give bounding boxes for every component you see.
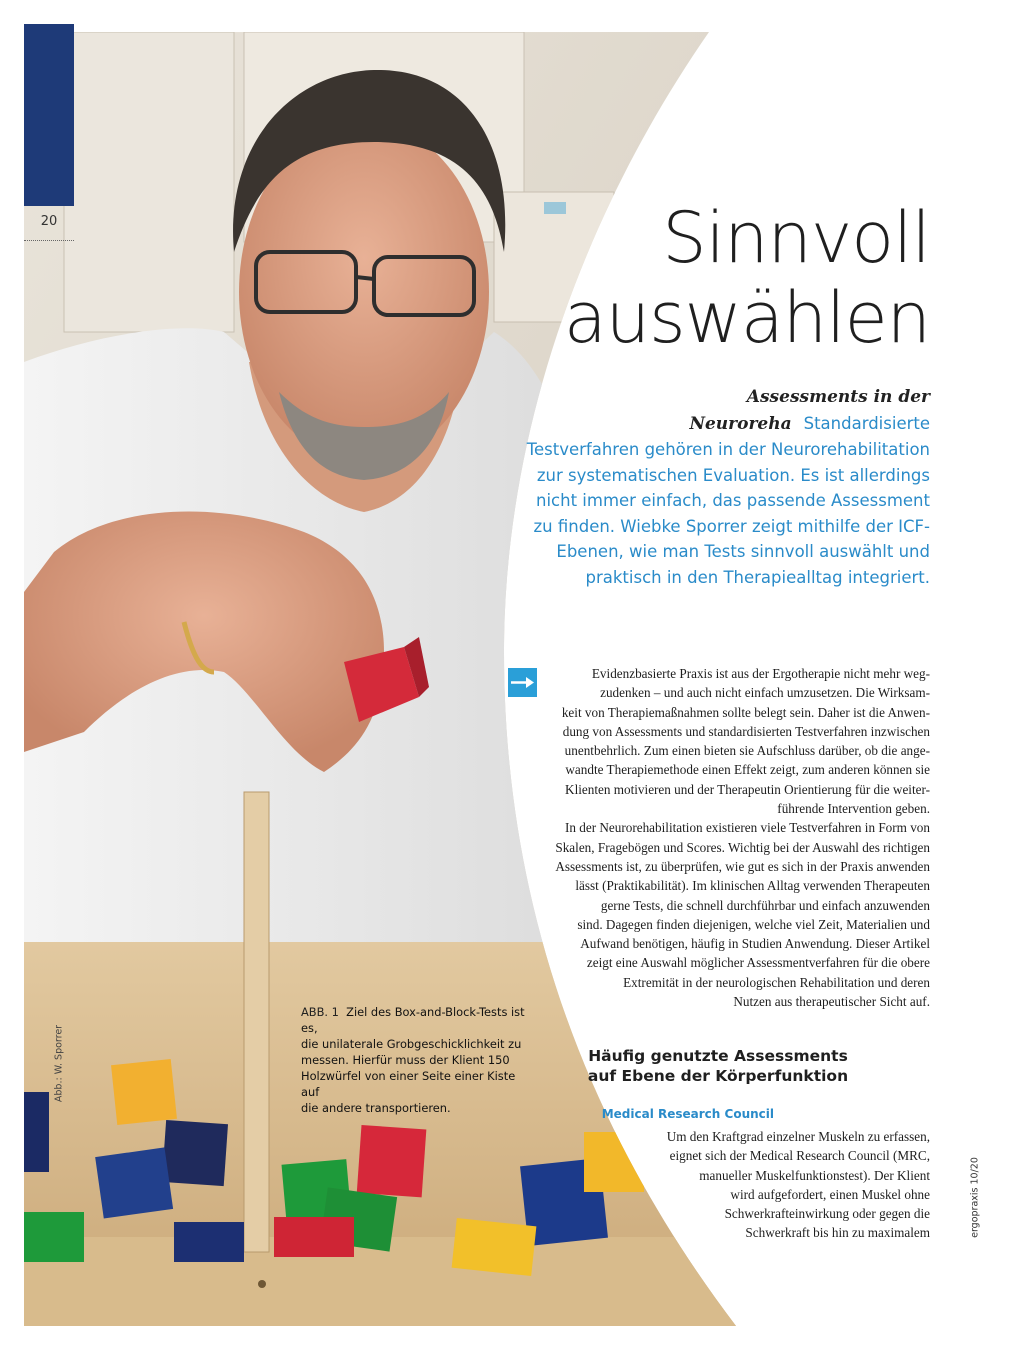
- body-line: manueller Muskelfunktionstest). Der Klient: [699, 1167, 930, 1183]
- lead-line: Standardisierte: [803, 413, 930, 433]
- body-paragraph-1: [490, 664, 930, 818]
- lead-line: zu finden. Wiebke Sporrer zeigt mithilfe der ICF-: [533, 516, 930, 536]
- lead-line: zur systematischen Evaluation. Es ist allerdings: [536, 465, 930, 485]
- section-heading-line-1: Häufig genutzte Assessments: [588, 1047, 848, 1065]
- caption-line: die unilaterale Grobgeschicklichkeit zu: [301, 1037, 522, 1051]
- body-line: eignet sich der Medical Research Council (MRC,: [669, 1148, 930, 1164]
- body-line: sind. Dagegen finden diejenigen, welche viel Zeit, Materialien und: [577, 916, 930, 932]
- body-line: zudenken – und auch nicht einfach umzusetzen. Die Wirksam-: [600, 685, 930, 701]
- body-line: lässt (Praktikabilität). Im klinischen Alltag verwenden Therapeuten: [575, 878, 930, 894]
- lead-line: Testverfahren gehören in der Neurorehabilitation: [526, 440, 930, 459]
- article-title: [564, 198, 930, 358]
- body-line: wandte Therapiemethode einen Effekt zeigt, zum anderen können sie: [565, 762, 930, 778]
- body-line: führende Intervention geben.: [777, 801, 930, 817]
- article-body: [490, 664, 930, 1011]
- page-number: 20: [40, 214, 58, 229]
- body-line: dung von Assessments und standardisierten Testverfahren inzwischen: [562, 723, 930, 739]
- body-paragraph-2: [490, 818, 930, 1011]
- title-line-2: auswählen: [563, 277, 930, 359]
- article-lead: [520, 384, 930, 590]
- photo-credit: Abb.: W. Sporrer: [53, 1024, 65, 1103]
- lead-kicker: Assessments in der Neuroreha: [689, 387, 930, 434]
- subsection-text: [610, 1127, 930, 1243]
- body-line: Extremität in der neurologischen Rehabilitation und deren: [623, 974, 930, 990]
- body-line: Schwerkraft bis hin zu maximalem: [745, 1225, 930, 1241]
- body-line: Skalen, Fragebögen und Scores. Wichtig bei der Auswahl des richtigen: [555, 839, 930, 855]
- title-line-1: Sinnvoll: [662, 197, 930, 279]
- body-line: Assessments ist, zu überprüfen, wie gut es sich in der Praxis anwenden: [555, 858, 930, 874]
- page-number-rule: [24, 240, 74, 241]
- figure-caption: [301, 1004, 529, 1116]
- body-line: zeigt eine Auswahl möglicher Assessmentverfahren für die obere: [586, 955, 930, 971]
- body-line: Klienten motivieren und der Therapeutin Orientierung für die weiter-: [565, 781, 930, 797]
- body-line: keit von Therapiemaßnahmen sollte belegt sein. Daher ist die Anwen-: [561, 704, 930, 720]
- caption-line: Ziel des Box-and-Block-Tests ist es,: [301, 1005, 525, 1035]
- lead-line: Ebenen, wie man Tests sinnvoll auswählt und: [556, 542, 930, 561]
- body-line: unentbehrlich. Zum einen bieten sie Aufschluss darüber, ob die ange-: [564, 743, 930, 759]
- body-line: Nutzen aus therapeutischer Sicht auf.: [733, 994, 930, 1010]
- body-line: Schwerkrafteinwirkung oder gegen die: [724, 1206, 930, 1222]
- journal-reference: ergopraxis 10/20: [969, 1157, 981, 1238]
- body-line: Um den Kraftgrad einzelner Muskeln zu erfassen,: [666, 1129, 930, 1144]
- lead-line: praktisch in den Therapiealltag integriert.: [585, 567, 930, 587]
- body-line: wird aufgefordert, einen Muskel ohne: [730, 1186, 930, 1202]
- section-color-tab: [24, 24, 74, 206]
- caption-line: messen. Hierfür muss der Klient 150: [301, 1053, 510, 1067]
- caption-label: ABB. 1: [301, 1005, 339, 1019]
- body-line: Aufwand benötigen, häufig in Studien Anwendung. Dieser Artikel: [580, 936, 930, 952]
- body-line: In der Neurorehabilitation existieren viele Testverfahren in Form von: [564, 820, 930, 836]
- body-line: gerne Tests, die schnell durchführbar und einfach anzuwenden: [600, 897, 930, 913]
- caption-line: die andere transportieren.: [301, 1101, 451, 1115]
- section-heading-line-2: auf Ebene der Körperfunktion: [587, 1067, 849, 1085]
- lead-line: nicht immer einfach, das passende Assessment: [536, 491, 930, 510]
- section-heading: [570, 1046, 866, 1086]
- subsection-heading: Medical Research Council: [601, 1107, 774, 1121]
- caption-line: Holzwürfel von einer Seite einer Kiste auf: [301, 1069, 516, 1099]
- body-line: Evidenzbasierte Praxis ist aus der Ergotherapie nicht mehr weg-: [591, 666, 930, 681]
